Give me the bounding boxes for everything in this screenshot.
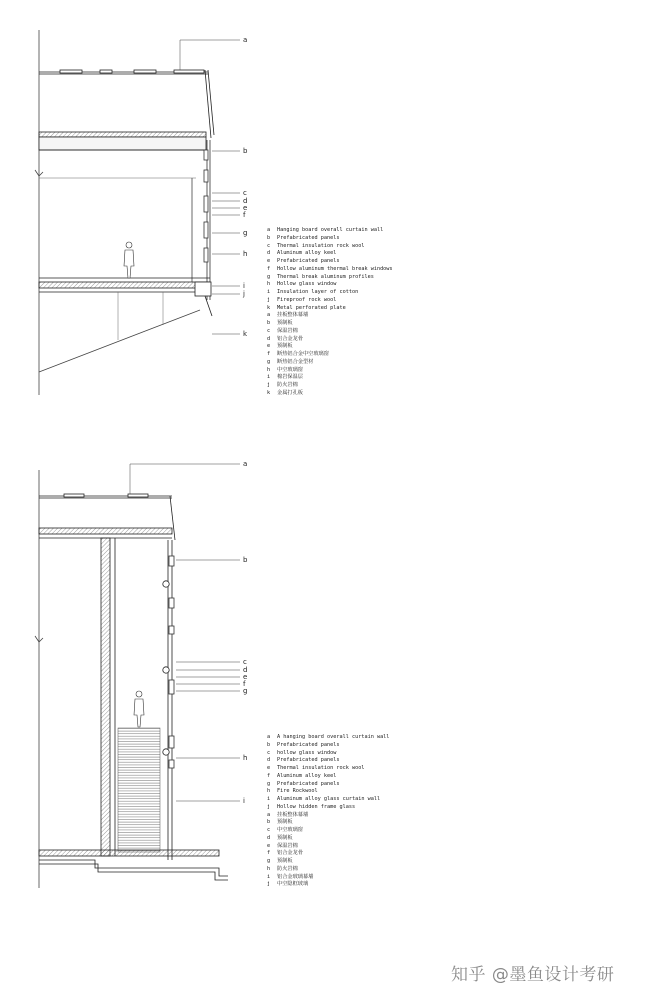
section-2-legend-row	[267, 819, 389, 827]
section-2-legend-row	[267, 835, 389, 843]
tag-s2-a: a	[243, 460, 248, 468]
section-2-legend-key: h	[267, 865, 271, 872]
tag-s1-d: d	[243, 197, 248, 205]
section-1-legend-key: a	[267, 312, 271, 319]
section-1-legend-key: j	[267, 382, 271, 388]
section-2-legend-text: Prefabricated panels	[277, 780, 340, 787]
section-1-legend-row	[267, 281, 393, 289]
section-1-legend	[267, 227, 393, 398]
section-2-legend-row	[267, 866, 389, 874]
section-2-legend-key: d	[267, 757, 271, 764]
section-2-legend-key: j	[267, 803, 271, 810]
section-2-legend-key: c	[267, 827, 271, 833]
section-2-legend-key: a	[267, 734, 271, 740]
section-2-legend-text: Thermal insulation rock wool	[277, 765, 365, 771]
section-1-legend-row	[267, 390, 393, 398]
section-1-legend-text: 断热铝合金中空玻璃窗	[277, 351, 329, 357]
section-2-legend-text: hollow glass window	[277, 749, 337, 756]
section-2-legend-text: Prefabricated panels	[277, 741, 340, 748]
tag-s2-d: d	[243, 666, 248, 674]
section-2-legend-row	[267, 742, 389, 750]
section-2-legend-row	[267, 757, 389, 765]
section-1-legend-row	[267, 235, 393, 243]
section-1-legend-text: Hanging board overall curtain wall	[277, 227, 384, 233]
section-1-legend-row	[267, 320, 393, 328]
section-2-legend-row	[267, 773, 389, 781]
section-2-legend-text: 铝合金玻璃幕墙	[277, 873, 314, 880]
section-1-legend-row	[267, 297, 393, 305]
section-2-legend-key: i	[267, 796, 271, 802]
section-1-legend-text: 棉岩保温层	[277, 374, 303, 381]
tag-s1-h: h	[243, 250, 248, 258]
section-2-legend-text: 中空隐框玻璃	[277, 881, 309, 888]
section-1-legend-row	[267, 343, 393, 351]
section-1-legend-text: 断热铝合金型材	[277, 358, 314, 365]
section-1-legend-text: Thermal break aluminum profiles	[277, 273, 374, 280]
section-1-legend-text: Hollow aluminum thermal break windows	[277, 265, 393, 272]
section-1-legend-row	[267, 328, 393, 336]
section-1-legend-key: k	[267, 304, 271, 311]
section-2-legend-text: 保温岩棉	[277, 842, 298, 849]
section-1-legend-text: Fireproof rock wool	[277, 296, 337, 303]
section-2-legend-row	[267, 804, 389, 812]
section-1-legend-key: d	[267, 335, 271, 342]
section-2-drawing	[35, 470, 228, 888]
section-2-legend-key: a	[267, 811, 271, 818]
section-2-legend-row	[267, 750, 389, 758]
section-1-legend-key: f	[267, 351, 271, 357]
section-2-legend-text: A hanging board overall curtain wall	[277, 734, 390, 740]
section-2-legend-row	[267, 827, 389, 835]
section-1-legend-key: f	[267, 265, 271, 272]
section-2-legend-key: e	[267, 765, 271, 771]
section-1-legend-key: k	[267, 389, 271, 396]
tag-s2-i: i	[243, 797, 245, 805]
section-1-legend-text: Thermal insulation rock wool	[277, 242, 365, 249]
tag-s1-i: i	[243, 282, 245, 290]
section-1-legend-key: c	[267, 327, 271, 334]
section-1-legend-row	[267, 250, 393, 258]
section-1-legend-row	[267, 243, 393, 251]
tag-s2-e: e	[243, 673, 248, 681]
section-1-tags	[242, 36, 248, 338]
section-2-tags	[243, 460, 248, 805]
tag-s1-f: f	[243, 211, 246, 219]
section-2-legend-text: 铝合金龙骨	[277, 850, 303, 857]
section-2-legend-row	[267, 788, 389, 796]
section-2-legend-text: Hollow hidden frame glass	[277, 803, 356, 810]
section-1-legend-key: i	[267, 289, 271, 295]
section-1-legend-text: Aluminum alloy keel	[277, 250, 337, 257]
section-1-legend-row	[267, 382, 393, 390]
tag-s1-e: e	[243, 204, 248, 212]
section-2-legend-key: c	[267, 749, 271, 756]
section-2-legend-text: 中空玻璃窗	[277, 827, 303, 833]
section-1-legend-row	[267, 351, 393, 359]
section-1-legend-text: 防火岩棉	[277, 382, 298, 388]
section-2-legend-text: 防火岩棉	[277, 865, 298, 872]
section-1-legend-text: Prefabricated panels	[277, 258, 340, 264]
section-1-legend-text: 保温岩棉	[277, 327, 298, 334]
section-2-legend-key: b	[267, 741, 271, 748]
tag-s1-k: k	[243, 330, 248, 338]
section-1-legend-key: g	[267, 358, 271, 365]
tag-s1-a: a	[243, 36, 248, 44]
section-2-legend-key: f	[267, 850, 271, 857]
section-1-legend-text: Prefabricated panels	[277, 234, 340, 241]
section-2-legend-row	[267, 796, 389, 804]
section-2-legend-key: b	[267, 819, 271, 826]
section-2-legend-row	[267, 765, 389, 773]
tag-s1-c: c	[243, 189, 247, 197]
section-1-legend-key: b	[267, 234, 271, 241]
section-2-legend-key: g	[267, 780, 271, 787]
tag-s2-h: h	[243, 754, 248, 762]
section-1-legend-key: a	[267, 227, 271, 233]
section-1-legend-row	[267, 266, 393, 274]
section-2-legend-key: e	[267, 842, 271, 849]
section-2-legend-row	[267, 858, 389, 866]
section-2-legend-key: g	[267, 858, 271, 864]
section-1-legend-key: b	[267, 320, 271, 326]
section-1-legend-text: 挂板整体幕墙	[277, 312, 309, 319]
section-2-legend-text: 预制板	[277, 834, 293, 841]
section-1-legend-key: h	[267, 366, 271, 373]
section-2-legend-row	[267, 881, 389, 889]
section-2-legend-text: 预制板	[277, 819, 293, 826]
section-1-legend-key: c	[267, 242, 271, 249]
section-1-legend-row	[267, 374, 393, 382]
section-2-legend-key: d	[267, 834, 271, 841]
section-1-legend-row	[267, 289, 393, 297]
section-1-legend-key: j	[267, 296, 271, 303]
section-2-legend-text: Prefabricated panels	[277, 757, 340, 764]
watermark: 知乎 @墨鱼设计考研	[451, 965, 615, 985]
section-1-legend-text: 中空玻璃窗	[277, 366, 303, 373]
section-2-legend-key: h	[267, 788, 271, 795]
section-1-legend-key: h	[267, 281, 271, 288]
section-1-legend-key: e	[267, 343, 271, 350]
tag-s2-b: b	[243, 556, 248, 564]
section-1-legend-text: 金属打孔板	[277, 389, 303, 396]
section-1-legend-text: Hollow glass window	[277, 281, 337, 288]
tag-s1-b: b	[243, 147, 248, 155]
section-1-legend-row	[267, 312, 393, 320]
section-2-legend-text: 预制板	[277, 858, 293, 864]
section-1-legend-text: Metal perforated plate	[277, 304, 346, 311]
section-2-legend-row	[267, 734, 389, 742]
tag-s1-j: j	[243, 290, 245, 298]
tag-s2-f: f	[243, 680, 246, 688]
section-1-legend-key: i	[267, 374, 271, 381]
section-1-legend-key: d	[267, 250, 271, 257]
section-1-legend-text: 预制板	[277, 343, 293, 350]
section-1-legend-text: Insulation layer of cotton	[277, 289, 359, 295]
section-1-legend-key: e	[267, 258, 271, 264]
section-1-legend-row	[267, 274, 393, 282]
section-2-legend-key: f	[267, 772, 271, 779]
section-2-legend-text: Aluminum alloy glass curtain wall	[277, 796, 381, 802]
section-1-legend-text: 预制板	[277, 320, 293, 326]
section-2-legend-row	[267, 850, 389, 858]
section-1-drawing	[35, 30, 214, 395]
section-1-legend-row	[267, 258, 393, 266]
section-1-legend-text: 铝合金龙骨	[277, 335, 303, 342]
tag-s1-g: g	[243, 229, 248, 237]
section-2-legend	[267, 734, 389, 889]
section-2-legend-text: 挂板整体幕墙	[277, 811, 309, 818]
section-1-legend-key: g	[267, 273, 271, 280]
tag-s2-c: c	[243, 658, 247, 666]
section-2-legend-text: Fire Rockwool	[277, 788, 318, 795]
section-2-legend-row	[267, 781, 389, 789]
section-1-legend-row	[267, 359, 393, 367]
section-2-legend-key: j	[267, 881, 271, 888]
section-2-legend-text: Aluminum alloy keel	[277, 772, 337, 779]
tag-s2-g: g	[243, 687, 248, 695]
section-2-legend-key: i	[267, 873, 271, 880]
section-1-legend-row	[267, 227, 393, 235]
